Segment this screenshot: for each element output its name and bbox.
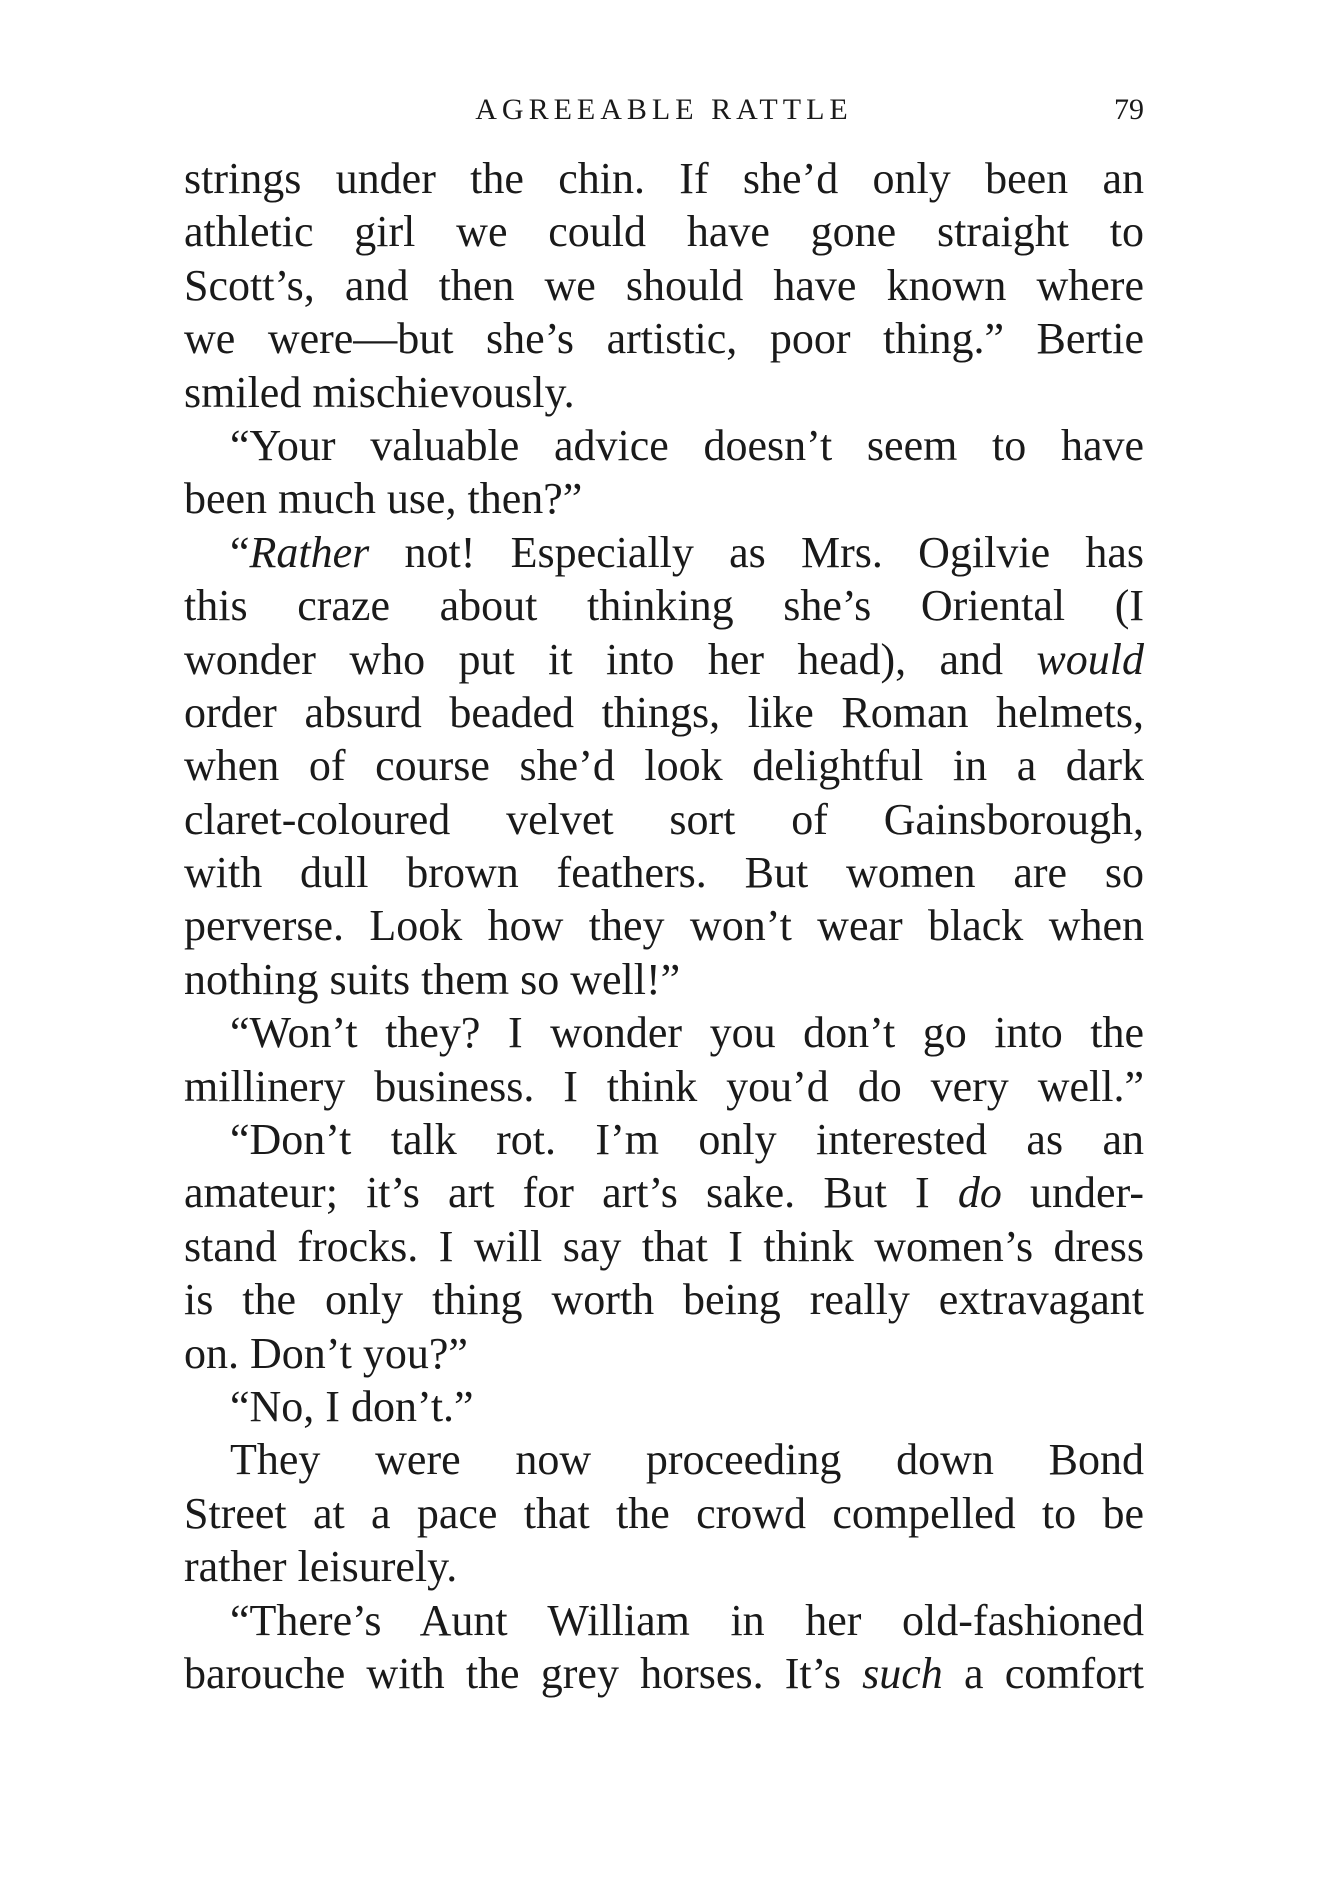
text-line: “Won’t they? I wonder you don’t go into the bbox=[230, 1008, 1144, 1058]
body-text bbox=[184, 152, 1144, 1700]
italic-word: such bbox=[862, 1648, 943, 1698]
text-line: smiled mischievously. bbox=[184, 367, 575, 417]
text-line: wonder who put it into her head), and would bbox=[184, 634, 1144, 684]
text-line: strings under the chin. If she’d only been an bbox=[184, 154, 1144, 203]
text-line: “No, I don’t.” bbox=[230, 1381, 474, 1431]
text-line: with dull brown feathers. But women are so bbox=[184, 848, 1144, 898]
text-line: stand frocks. I will say that I think women’s dress bbox=[184, 1221, 1144, 1271]
italic-word: would bbox=[1036, 634, 1144, 684]
text-line: “There’s Aunt William in her old-fashioned bbox=[230, 1595, 1144, 1645]
text-line: “Don’t talk rot. I’m only interested as an bbox=[230, 1115, 1144, 1165]
text-line: nothing suits them so well!” bbox=[184, 954, 681, 1004]
text-line: millinery business. I think you’d do very well.” bbox=[184, 1061, 1144, 1111]
text-line: athletic girl we could have gone straight to bbox=[184, 207, 1144, 257]
text-line: been much use, then?” bbox=[184, 474, 583, 524]
text-line: They were now proceeding down Bond bbox=[230, 1435, 1144, 1485]
text-line: rather leisurely. bbox=[184, 1542, 458, 1592]
text-line: Scott’s, and then we should have known where bbox=[184, 260, 1144, 310]
text-line: order absurd beaded things, like Roman helmets, bbox=[184, 687, 1144, 737]
text-line: when of course she’d look delightful in a dark bbox=[184, 741, 1144, 791]
text-line: barouche with the grey horses. It’s such a comfort bbox=[184, 1648, 1144, 1698]
text-line: is the only thing worth being really extravagant bbox=[184, 1275, 1144, 1325]
italic-word: do bbox=[957, 1168, 1002, 1218]
text-line: on. Don’t you?” bbox=[184, 1328, 468, 1378]
text-line: this craze about thinking she’s Oriental (I bbox=[184, 581, 1144, 631]
text-line: “Rather not! Especially as Mrs. Ogilvie has bbox=[230, 527, 1144, 577]
text-line: claret-coloured velvet sort of Gainsborough, bbox=[184, 794, 1144, 844]
running-head: AGREEABLE RATTLE bbox=[475, 93, 853, 126]
page-header bbox=[184, 88, 1144, 132]
text-line: “Your valuable advice doesn’t seem to have bbox=[230, 420, 1144, 470]
text-line: Street at a pace that the crowd compelled to be bbox=[184, 1488, 1144, 1538]
italic-word: Rather bbox=[249, 527, 370, 577]
page-number: 79 bbox=[1114, 93, 1144, 126]
text-line: amateur; it’s art for art’s sake. But I do under- bbox=[184, 1168, 1144, 1218]
text-line: perverse. Look how they won’t wear black when bbox=[184, 901, 1144, 951]
text-line: we were—but she’s artistic, poor thing.” Bertie bbox=[184, 314, 1144, 364]
